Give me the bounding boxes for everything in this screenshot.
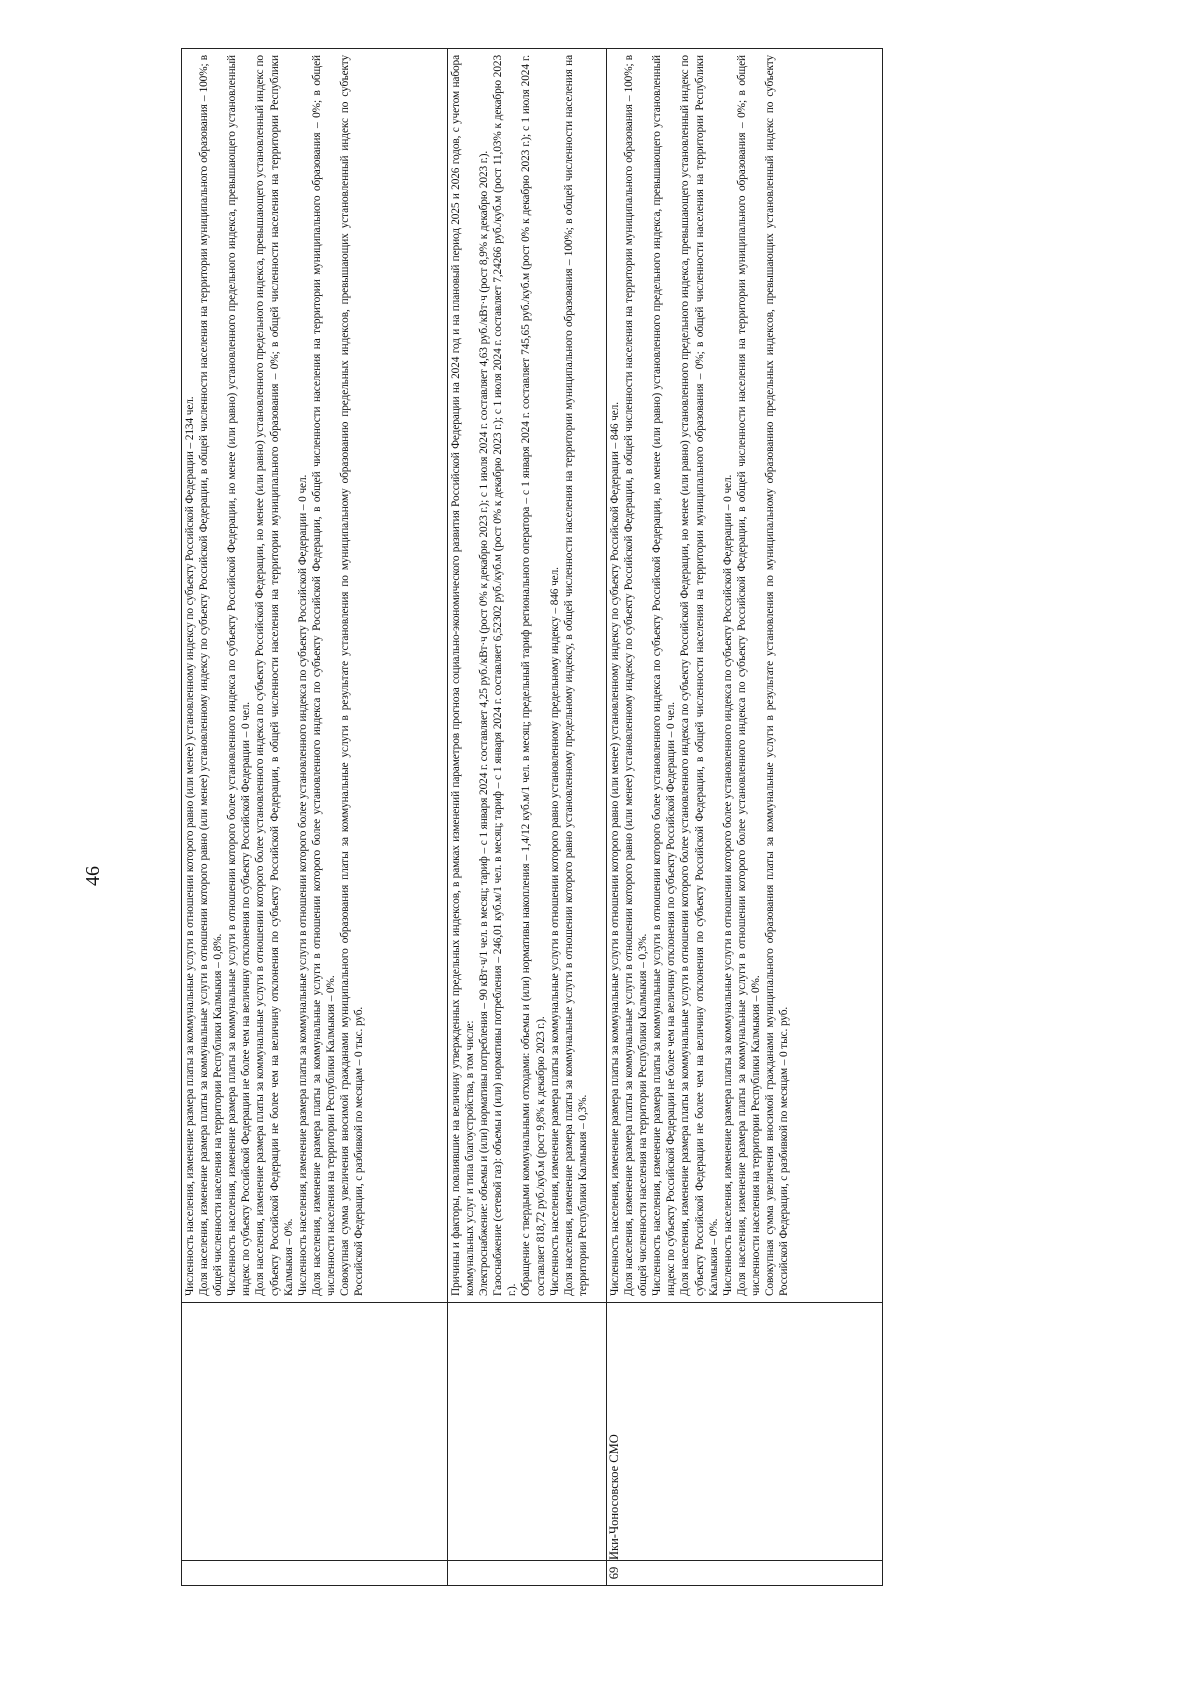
paragraph: Численность населения, изменение размера платы за коммунальные услуги в отношении которого равно (или менее) установленному индексу по субъекту Российской Федерации – 846 чел. bbox=[609, 402, 621, 1296]
paragraph: Доля населения, изменение размера платы за коммунальные услуги в отношении которого более установленного индекса по субъекту Российской Федерации, но менее (или равно) установленного предельного индекса, превышающего установленный индекс по субъекту Российской Федерации не более чем на величину отклонения по субъекту Российской Федерации, в общей численности населения на территории муниципального образования – 0%; в общей численности населения на территории Республики Калмыкия – 0%. bbox=[254, 55, 295, 1296]
description-cell bbox=[182, 49, 448, 1303]
row-number-cell bbox=[448, 1561, 607, 1586]
paragraph: Совокупная сумма увеличения вносимой гражданами муниципального образования платы за коммунальные услуги в результате установления по муниципальному образованию предельных индексов, превышающих установленный индекс по субъекту Российской Федерации, с разбивкой по месяцам – 0 тыс. руб. bbox=[339, 55, 366, 1296]
paragraph: Доля населения, изменение размера платы за коммунальные услуги в отношении которого более установленного индекса по субъекту Российской Федерации, в общей численности населения на территории муниципального образования – 0%; в общей численности населения на территории Республики Калмыкия – 0%. bbox=[310, 55, 337, 1296]
paragraph: Совокупная сумма увеличения вносимой гражданами муниципального образования платы за коммунальные услуги в результате установления по муниципальному образованию предельных индексов, превышающих установленный индекс по субъекту Российской Федерации, с разбивкой по месяцам – 0 тыс. руб. bbox=[764, 55, 791, 1296]
data-table bbox=[181, 48, 883, 1586]
row-number-cell: 69 bbox=[607, 1561, 883, 1586]
paragraph: Обращение с твердыми коммунальными отходами: объемы и (или) нормативы накопления – 1,4/12 куб.м/1 чел. в месяц; предельный тариф регионального оператора – с 1 января 2024 г. составляет 745,65 руб./куб.м (рост 0% к декабрю 2023 г.); с 1 июля 2024 г. составляет 818,72 руб./куб.м (рост 9,8% к декабрю 2023 г.). bbox=[520, 55, 547, 1296]
paragraph: Причины и факторы, повлиявшие на величину утвержденных предельных индексов, в рамках изменений параметров прогноза социально-экономического развития Российской Федерации на 2024 год и на плановый период 2025 и 2026 годов, с учетом набора коммунальных услуг и типа благоустройства, в том числе: bbox=[450, 55, 477, 1296]
row-number-cell bbox=[182, 1561, 448, 1586]
paragraph: Доля населения, изменение размера платы за коммунальные услуги в отношении которого равно (или менее) установленному индексу по субъекту Российской Федерации, в общей численности населения на территории муниципального образования – 100%; в общей численности населения на территории Республики Калмыкия – 0,3%. bbox=[623, 55, 650, 1296]
paragraph: Численность населения, изменение размера платы за коммунальные услуги в отношении которого более установленного индекса по субъекту Российской Федерации – 0 чел. bbox=[296, 474, 309, 1296]
paragraph: Численность населения, изменение размера платы за коммунальные услуги в отношении которого равно установленному предельному индексу – 846 чел. bbox=[548, 567, 561, 1296]
paragraph: Доля населения, изменение размера платы за коммунальные услуги в отношении которого более установленного индекса по субъекту Российской Федерации, но менее (или равно) установленного предельного индекса, превышающего установленный индекс по субъекту Российской Федерации не более чем на величину отклонения по субъекту Российской Федерации, в общей численности населения на территории муниципального образования – 0%; в общей численности населения на территории Республики Калмыкия – 0%. bbox=[679, 55, 720, 1296]
description-cell bbox=[448, 49, 607, 1303]
paragraph: Доля населения, изменение размера платы за коммунальные услуги в отношении которого равно установленному предельному индексу, в общей численности населения на территории муниципального образования – 100%; в общей численности населения на территории Республики Калмыкия – 0,3%. bbox=[562, 55, 589, 1296]
paragraph: Численность населения, изменение размера платы за коммунальные услуги в отношении которого более установленного индекса по субъекту Российской Федерации, но менее (или равно) установленного предельного индекса, превышающего установленный индекс по субъекту Российской Федерации не более чем на величину отклонения по субъекту Российской Федерации – 0 чел. bbox=[651, 55, 678, 1296]
municipality-name-cell bbox=[448, 1303, 607, 1561]
municipality-name-cell: Ики-Чоносовское СМО bbox=[607, 1303, 883, 1561]
paragraph: Электроснабжение: объемы и (или) нормативы потребления – 90 кВт·ч/1 чел. в месяц; тариф – с 1 января 2024 г. составляет 4,25 руб./кВт·ч (рост 0% к декабрю 2023 г.); с 1 июля 2024 г. составляет 4,63 руб./кВт·ч (рост 8,9% к декабрю 2023 г.). bbox=[478, 150, 491, 1296]
description-cell bbox=[607, 49, 883, 1303]
table-row bbox=[607, 49, 883, 1586]
paragraph: Численность населения, изменение размера платы за коммунальные услуги в отношении которого равно (или менее) установленному индексу по субъекту Российской Федерации – 2134 чел. bbox=[184, 396, 196, 1296]
table-row bbox=[182, 49, 448, 1586]
paragraph: Численность населения, изменение размера платы за коммунальные услуги в отношении которого более установленного индекса по субъекту Российской Федерации – 0 чел. bbox=[721, 474, 734, 1296]
paragraph: Газоснабжение (сетевой газ): объемы и (или) нормативы потребления – 246,01 куб.м/1 чел. в месяц; тариф – с 1 января 2024 г. составляет 6,52302 руб./куб.м (рост 0% к декабрю 2023 г.); с 1 июля 2024 г. составляет 7,24266 руб./куб.м (рост 11,03% к декабрю 2023 г.). bbox=[492, 55, 519, 1296]
paragraph: Численность населения, изменение размера платы за коммунальные услуги в отношении которого более установленного индекса по субъекту Российской Федерации, но менее (или равно) установленного предельного индекса, превышающего установленный индекс по субъекту Российской Федерации не более чем на величину отклонения по субъекту Российской Федерации – 0 чел. bbox=[226, 55, 253, 1296]
paragraph: Доля населения, изменение размера платы за коммунальные услуги в отношении которого более установленного индекса по субъекту Российской Федерации, в общей численности населения на территории муниципального образования – 0%; в общей численности населения на территории Республики Калмыкия – 0%. bbox=[735, 55, 762, 1296]
municipality-name-cell bbox=[182, 1303, 448, 1561]
paragraph: Доля населения, изменение размера платы за коммунальные услуги в отношении которого равно (или менее) установленному индексу по субъекту Российской Федерации, в общей численности населения на территории муниципального образования – 100%; в общей численности населения на территории Республики Калмыкия – 0,8%. bbox=[198, 55, 225, 1296]
rotated-table-area bbox=[181, 48, 879, 1586]
table-row bbox=[448, 49, 607, 1586]
page-number: 46 bbox=[82, 866, 104, 886]
